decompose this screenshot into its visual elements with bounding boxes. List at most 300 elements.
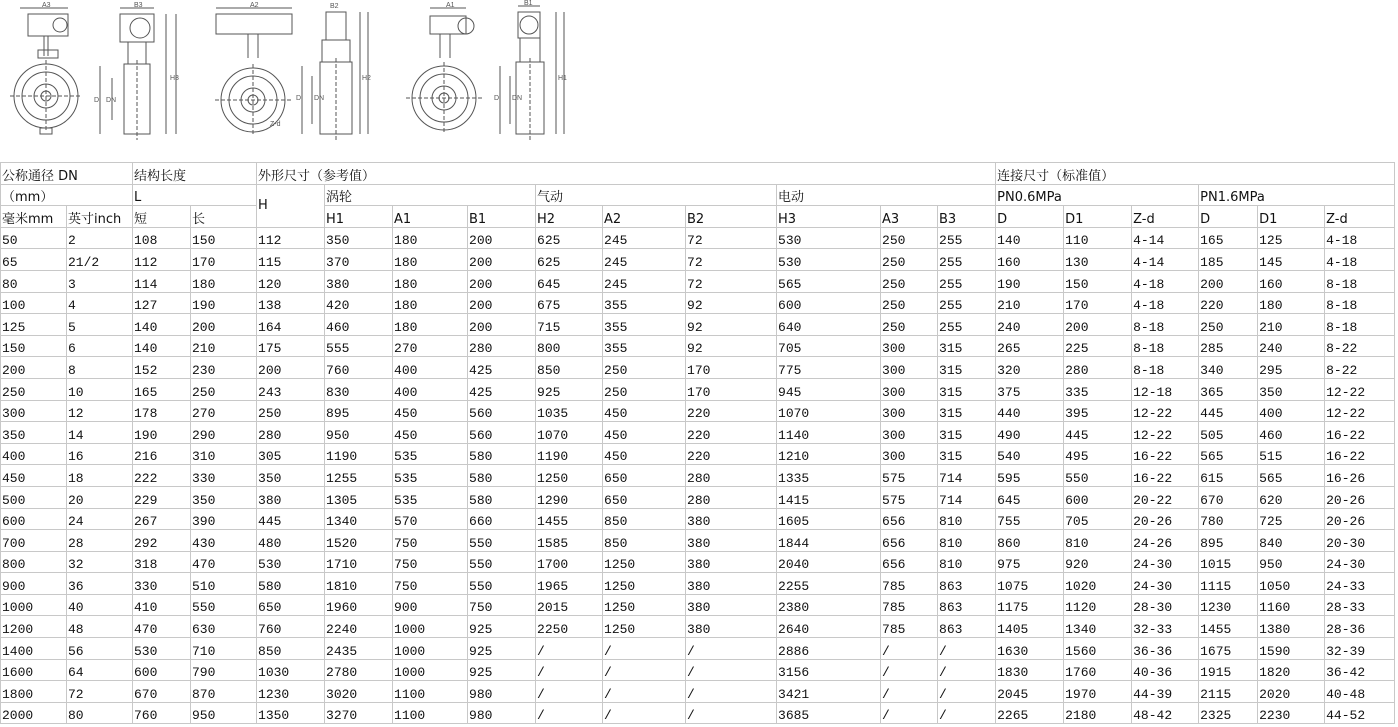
table-cell: 36-42: [1325, 659, 1395, 681]
table-cell: 250: [881, 270, 938, 292]
short-header: 短: [133, 206, 191, 228]
table-cell: 250: [881, 314, 938, 336]
table-cell: 300: [881, 422, 938, 444]
dimension-table: [0, 162, 1395, 724]
table-cell: 24-30: [1132, 551, 1199, 573]
pneumatic-side-drawing: [296, 3, 371, 140]
table-cell: 250: [881, 292, 938, 314]
table-cell: 570: [393, 508, 468, 530]
table-cell: 180: [393, 249, 468, 271]
table-cell: 600: [777, 292, 881, 314]
table-cell: 315: [938, 357, 996, 379]
outline-header: 外形尺寸（参考值）: [257, 163, 996, 185]
table-cell: 4-18: [1132, 292, 1199, 314]
table-cell: 445: [1064, 422, 1132, 444]
table-row: [1, 465, 1395, 487]
table-cell: 615: [1199, 465, 1258, 487]
table-cell: 1140: [777, 422, 881, 444]
table-cell: 785: [881, 573, 938, 595]
table-cell: 108: [133, 227, 191, 249]
worm-side-drawing: [494, 0, 567, 140]
table-cell: 630: [191, 616, 257, 638]
table-cell: 810: [938, 530, 996, 552]
table-cell: 24: [67, 508, 133, 530]
table-cell: 490: [996, 422, 1064, 444]
worm-front-drawing: [406, 2, 482, 134]
table-cell: 780: [1199, 508, 1258, 530]
pneumatic-front-drawing: [215, 2, 292, 136]
table-cell: 870: [191, 681, 257, 703]
table-cell: 565: [1199, 443, 1258, 465]
col-header: B1: [468, 206, 536, 228]
table-row: [1, 530, 1395, 552]
table-cell: 28-30: [1132, 594, 1199, 616]
mm-unit-header: （mm）: [1, 184, 133, 206]
table-cell: 16-22: [1325, 443, 1395, 465]
table-cell: 1830: [996, 659, 1064, 681]
table-cell: 785: [881, 594, 938, 616]
table-cell: 1455: [536, 508, 603, 530]
table-cell: 315: [938, 335, 996, 357]
table-row: [1, 508, 1395, 530]
table-cell: 705: [1064, 508, 1132, 530]
table-cell: 460: [1258, 422, 1325, 444]
table-cell: 8-18: [1132, 357, 1199, 379]
table-cell: 32-33: [1132, 616, 1199, 638]
table-cell: 32: [67, 551, 133, 573]
table-cell: 220: [686, 443, 777, 465]
table-cell: 1820: [1258, 659, 1325, 681]
table-cell: 620: [1258, 486, 1325, 508]
table-cell: 180: [393, 314, 468, 336]
table-cell: /: [881, 638, 938, 660]
table-row: [1, 335, 1395, 357]
table-cell: 230: [191, 357, 257, 379]
table-cell: 670: [1199, 486, 1258, 508]
table-cell: 300: [881, 378, 938, 400]
table-cell: 72: [67, 681, 133, 703]
table-cell: 715: [536, 314, 603, 336]
table-cell: 2380: [777, 594, 881, 616]
table-cell: 430: [191, 530, 257, 552]
table-cell: 1000: [393, 659, 468, 681]
table-cell: 295: [1258, 357, 1325, 379]
table-cell: 645: [536, 270, 603, 292]
table-cell: 565: [1258, 465, 1325, 487]
table-cell: 1340: [325, 508, 393, 530]
pneumatic-header: 气动: [536, 184, 777, 206]
table-cell: 250: [191, 378, 257, 400]
table-cell: 800: [1, 551, 67, 573]
table-cell: 365: [1199, 378, 1258, 400]
table-cell: 20-22: [1132, 486, 1199, 508]
table-cell: /: [603, 659, 686, 681]
table-row: [1, 681, 1395, 703]
table-cell: 895: [1199, 530, 1258, 552]
table-cell: 1020: [1064, 573, 1132, 595]
table-row: [1, 702, 1395, 724]
table-cell: 1115: [1199, 573, 1258, 595]
table-cell: 650: [603, 486, 686, 508]
table-cell: 120: [257, 270, 325, 292]
table-cell: 625: [536, 227, 603, 249]
drawing-label: A3: [42, 2, 51, 9]
table-cell: 18: [67, 465, 133, 487]
table-cell: 10: [67, 378, 133, 400]
table-cell: 300: [881, 400, 938, 422]
table-cell: 950: [1258, 551, 1325, 573]
table-cell: 2020: [1258, 681, 1325, 703]
table-cell: 145: [1258, 249, 1325, 271]
table-cell: 1400: [1, 638, 67, 660]
svg-text:D: D: [94, 97, 100, 104]
table-cell: 535: [393, 465, 468, 487]
table-cell: 1000: [393, 616, 468, 638]
table-cell: 1585: [536, 530, 603, 552]
table-cell: 1590: [1258, 638, 1325, 660]
table-cell: 20-26: [1132, 508, 1199, 530]
table-cell: 900: [1, 573, 67, 595]
svg-text:A1: A1: [446, 2, 455, 9]
table-cell: 863: [938, 573, 996, 595]
table-cell: 1630: [996, 638, 1064, 660]
table-cell: /: [603, 702, 686, 724]
h-header: H: [257, 184, 325, 227]
table-cell: 1250: [603, 573, 686, 595]
table-cell: /: [686, 659, 777, 681]
table-cell: 165: [1199, 227, 1258, 249]
table-cell: 170: [191, 249, 257, 271]
table-cell: 170: [686, 357, 777, 379]
table-cell: 250: [603, 378, 686, 400]
table-cell: 395: [1064, 400, 1132, 422]
table-cell: 645: [996, 486, 1064, 508]
table-cell: 48-42: [1132, 702, 1199, 724]
col-header: B3: [938, 206, 996, 228]
table-cell: 305: [257, 443, 325, 465]
table-cell: 925: [536, 378, 603, 400]
svg-text:DN: DN: [314, 95, 325, 102]
table-cell: 1100: [393, 702, 468, 724]
table-cell: 5: [67, 314, 133, 336]
table-cell: 750: [393, 530, 468, 552]
table-cell: 1380: [1258, 616, 1325, 638]
svg-text:DN: DN: [512, 95, 523, 102]
table-cell: 355: [603, 335, 686, 357]
table-cell: 656: [881, 530, 938, 552]
table-cell: 1075: [996, 573, 1064, 595]
svg-text:DN: DN: [106, 97, 117, 104]
table-cell: 895: [325, 400, 393, 422]
table-cell: 440: [996, 400, 1064, 422]
table-cell: 810: [1064, 530, 1132, 552]
table-cell: 65: [1, 249, 67, 271]
table-cell: 1255: [325, 465, 393, 487]
table-cell: 110: [1064, 227, 1132, 249]
table-cell: 1070: [777, 400, 881, 422]
table-cell: 250: [257, 400, 325, 422]
table-cell: 1250: [603, 594, 686, 616]
table-cell: 714: [938, 486, 996, 508]
table-cell: 380: [325, 270, 393, 292]
table-cell: 375: [996, 378, 1064, 400]
table-cell: 1960: [325, 594, 393, 616]
table-cell: /: [536, 659, 603, 681]
table-cell: 280: [257, 422, 325, 444]
table-cell: 550: [468, 573, 536, 595]
table-cell: 380: [686, 594, 777, 616]
table-cell: 2015: [536, 594, 603, 616]
table-cell: 32-39: [1325, 638, 1395, 660]
table-cell: 600: [133, 659, 191, 681]
table-cell: 14: [67, 422, 133, 444]
table-cell: 180: [393, 270, 468, 292]
table-cell: 2265: [996, 702, 1064, 724]
table-row: [1, 422, 1395, 444]
table-cell: 3421: [777, 681, 881, 703]
table-cell: 112: [257, 227, 325, 249]
table-cell: 510: [191, 573, 257, 595]
table-cell: 8-18: [1325, 314, 1395, 336]
table-cell: 267: [133, 508, 191, 530]
table-cell: /: [603, 638, 686, 660]
table-row: [1, 292, 1395, 314]
table-cell: 4-18: [1325, 227, 1395, 249]
table-cell: 420: [325, 292, 393, 314]
table-cell: 200: [468, 227, 536, 249]
table-cell: 20: [67, 486, 133, 508]
table-cell: 150: [1064, 270, 1132, 292]
table-cell: 180: [1258, 292, 1325, 314]
table-cell: 4: [67, 292, 133, 314]
electric-header: 电动: [777, 184, 996, 206]
pn06-header: PN0.6MPa: [996, 184, 1199, 206]
table-cell: 380: [257, 486, 325, 508]
table-row: [1, 249, 1395, 271]
table-cell: 12-22: [1132, 400, 1199, 422]
table-cell: 138: [257, 292, 325, 314]
table-cell: /: [938, 681, 996, 703]
table-cell: 500: [1, 486, 67, 508]
table-cell: 200: [191, 314, 257, 336]
table-cell: 450: [393, 400, 468, 422]
table-cell: 125: [1, 314, 67, 336]
table-cell: 925: [468, 638, 536, 660]
table-cell: 425: [468, 378, 536, 400]
table-cell: 190: [191, 292, 257, 314]
table-cell: 240: [996, 314, 1064, 336]
table-cell: 8-18: [1132, 335, 1199, 357]
table-cell: 318: [133, 551, 191, 573]
table-cell: 255: [938, 249, 996, 271]
col-header: D: [1199, 206, 1258, 228]
table-cell: 560: [468, 422, 536, 444]
table-cell: 16-22: [1132, 465, 1199, 487]
table-cell: 200: [468, 314, 536, 336]
table-cell: /: [881, 659, 938, 681]
table-cell: 1030: [257, 659, 325, 681]
table-cell: 700: [1, 530, 67, 552]
table-cell: 1335: [777, 465, 881, 487]
table-cell: 315: [938, 443, 996, 465]
table-cell: 505: [1199, 422, 1258, 444]
table-cell: 850: [257, 638, 325, 660]
table-cell: 1350: [257, 702, 325, 724]
table-cell: 40-36: [1132, 659, 1199, 681]
table-cell: 20-30: [1325, 530, 1395, 552]
table-cell: 4-14: [1132, 249, 1199, 271]
table-cell: 535: [393, 486, 468, 508]
table-cell: 140: [133, 335, 191, 357]
table-cell: 64: [67, 659, 133, 681]
table-cell: /: [686, 702, 777, 724]
table-cell: 28-33: [1325, 594, 1395, 616]
table-cell: 16-26: [1325, 465, 1395, 487]
table-cell: 250: [1, 378, 67, 400]
table-cell: 243: [257, 378, 325, 400]
table-cell: 1175: [996, 594, 1064, 616]
table-cell: 540: [996, 443, 1064, 465]
table-cell: 2640: [777, 616, 881, 638]
table-cell: 6: [67, 335, 133, 357]
nominal-dn-header: 公称通径 DN: [1, 163, 133, 185]
table-cell: 480: [257, 530, 325, 552]
table-cell: 290: [191, 422, 257, 444]
table-cell: 240: [1258, 335, 1325, 357]
table-cell: 925: [468, 659, 536, 681]
table-cell: 550: [191, 594, 257, 616]
table-cell: 980: [468, 702, 536, 724]
table-cell: /: [536, 681, 603, 703]
table-cell: 460: [325, 314, 393, 336]
table-cell: 225: [1064, 335, 1132, 357]
table-cell: 1250: [603, 616, 686, 638]
table-cell: 575: [881, 465, 938, 487]
table-row: [1, 314, 1395, 336]
table-cell: 975: [996, 551, 1064, 573]
table-cell: 1000: [1, 594, 67, 616]
table-cell: 12-22: [1132, 422, 1199, 444]
table-cell: 285: [1199, 335, 1258, 357]
table-cell: 229: [133, 486, 191, 508]
table-cell: 850: [536, 357, 603, 379]
table-cell: 1600: [1, 659, 67, 681]
table-cell: 245: [603, 249, 686, 271]
table-cell: 650: [603, 465, 686, 487]
table-cell: 315: [938, 400, 996, 422]
table-cell: 450: [1, 465, 67, 487]
table-cell: 705: [777, 335, 881, 357]
table-cell: 300: [1, 400, 67, 422]
table-row: [1, 638, 1395, 660]
table-cell: 3270: [325, 702, 393, 724]
svg-text:D: D: [296, 95, 302, 102]
table-cell: 140: [133, 314, 191, 336]
table-cell: /: [881, 681, 938, 703]
table-body: [1, 227, 1395, 724]
svg-text:H3: H3: [170, 75, 179, 82]
table-cell: 44-52: [1325, 702, 1395, 724]
table-cell: 2000: [1, 702, 67, 724]
table-cell: 1250: [536, 465, 603, 487]
table-cell: 170: [686, 378, 777, 400]
table-cell: 210: [996, 292, 1064, 314]
table-cell: 1190: [536, 443, 603, 465]
table-cell: /: [686, 638, 777, 660]
table-cell: 16-22: [1132, 443, 1199, 465]
table-cell: 210: [191, 335, 257, 357]
table-cell: /: [938, 702, 996, 724]
table-cell: 8-22: [1325, 357, 1395, 379]
col-header: A3: [881, 206, 938, 228]
table-cell: 600: [1064, 486, 1132, 508]
table-cell: 255: [938, 292, 996, 314]
table-cell: 3156: [777, 659, 881, 681]
table-cell: /: [686, 681, 777, 703]
table-cell: 36-36: [1132, 638, 1199, 660]
table-cell: 222: [133, 465, 191, 487]
table-row: [1, 486, 1395, 508]
table-cell: 950: [191, 702, 257, 724]
table-cell: 250: [881, 227, 938, 249]
table-row: [1, 270, 1395, 292]
col-header: A2: [603, 206, 686, 228]
table-cell: /: [536, 702, 603, 724]
table-cell: 450: [393, 422, 468, 444]
table-cell: 280: [686, 465, 777, 487]
table-cell: 300: [881, 335, 938, 357]
header-row-1: [1, 163, 1395, 185]
table-cell: 1560: [1064, 638, 1132, 660]
table-cell: 114: [133, 270, 191, 292]
table-cell: 760: [325, 357, 393, 379]
table-cell: 200: [468, 249, 536, 271]
table-cell: 245: [603, 227, 686, 249]
table-cell: 400: [1258, 400, 1325, 422]
svg-text:A2: A2: [250, 2, 259, 9]
table-cell: 1290: [536, 486, 603, 508]
table-cell: 310: [191, 443, 257, 465]
table-cell: 20-26: [1325, 508, 1395, 530]
table-cell: 200: [1199, 270, 1258, 292]
table-row: [1, 357, 1395, 379]
table-cell: 1035: [536, 400, 603, 422]
table-cell: 180: [393, 227, 468, 249]
table-cell: 350: [1258, 378, 1325, 400]
table-cell: 178: [133, 400, 191, 422]
table-cell: 8: [67, 357, 133, 379]
svg-text:H1: H1: [558, 75, 567, 82]
table-cell: 56: [67, 638, 133, 660]
table-cell: 140: [996, 227, 1064, 249]
table-cell: 863: [938, 594, 996, 616]
table-cell: 245: [603, 270, 686, 292]
table-cell: 535: [393, 443, 468, 465]
table-cell: 340: [1199, 357, 1258, 379]
table-cell: /: [603, 681, 686, 703]
table-cell: 92: [686, 314, 777, 336]
table-cell: 24-30: [1325, 551, 1395, 573]
table-cell: 1760: [1064, 659, 1132, 681]
table-cell: 2230: [1258, 702, 1325, 724]
struct-length-header: 结构长度: [133, 163, 257, 185]
table-cell: 710: [191, 638, 257, 660]
table-cell: 470: [191, 551, 257, 573]
table-cell: 255: [938, 270, 996, 292]
table-cell: 190: [996, 270, 1064, 292]
table-cell: 860: [996, 530, 1064, 552]
table-cell: 12: [67, 400, 133, 422]
